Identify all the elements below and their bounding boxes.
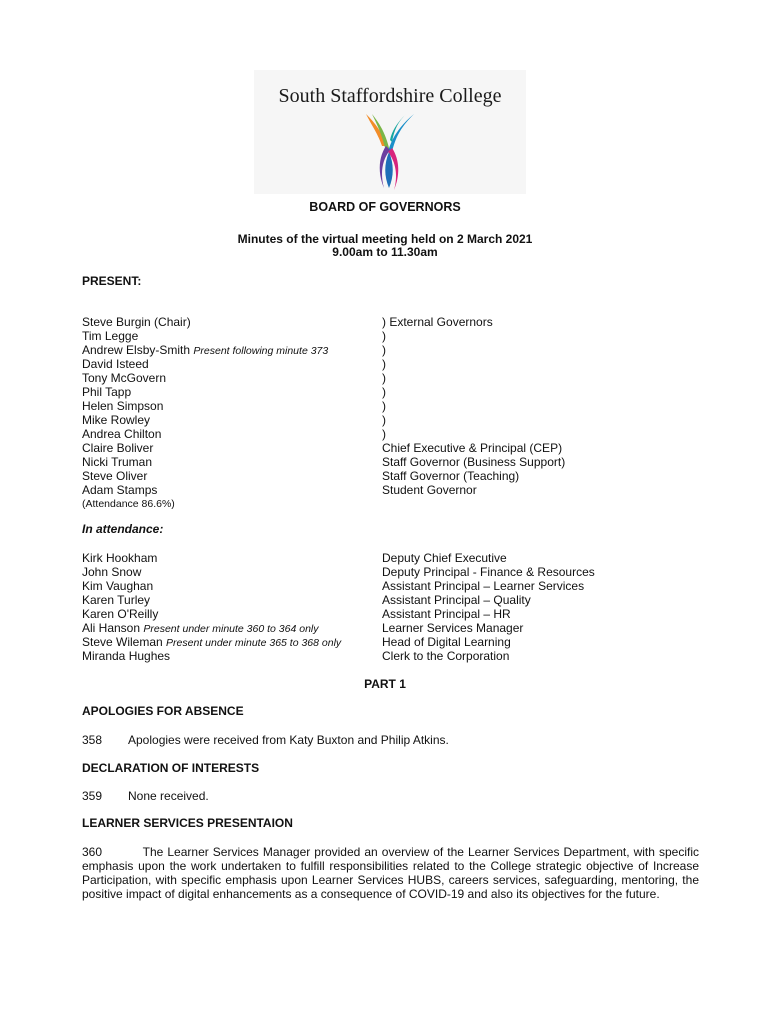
attendee-name: Kirk Hookham [82,551,158,565]
part-heading: PART 1 [364,677,406,691]
present-role: Student Governor [382,483,477,497]
present-name: Tony McGovern [82,371,167,385]
present-role: Chief Executive & Principal (CEP) [382,441,563,455]
attendance-row [82,649,702,663]
present-name: Steve Burgin (Chair) [82,315,191,329]
present-name: Claire Boliver [82,441,154,455]
present-note: Present following minute 373 [193,345,329,357]
section-heading-learner-services: LEARNER SERVICES PRESENTAION [82,816,293,830]
present-row [82,371,702,385]
present-role: Staff Governor (Business Support) [382,455,566,469]
present-role: ) [382,343,386,357]
attendee-note: Present under minute 360 to 364 only [143,623,319,635]
attendee-name: Steve Wileman [82,635,163,649]
minute-text: Apologies were received from Katy Buxton and Philip Atkins. [128,733,449,747]
present-name: David Isteed [82,357,149,371]
meeting-time-line: 9.00am to 11.30am [332,245,438,259]
minute-360 [82,845,699,901]
attendance-row [82,551,702,565]
present-row [82,455,702,469]
present-role: ) [382,357,386,371]
present-row [82,399,702,413]
minute-number: 360 [82,845,103,859]
present-row [82,469,702,483]
present-role: Staff Governor (Teaching) [382,469,520,483]
attendee-note: Present under minute 365 to 368 only [166,637,342,649]
section-heading-apologies: APOLOGIES FOR ABSENCE [82,704,244,718]
present-role: ) [382,371,386,385]
present-role: ) [382,413,386,427]
present-name: Adam Stamps [82,483,158,497]
present-name: Andrea Chilton [82,427,162,441]
present-row [82,315,702,329]
college-emblem-icon [362,112,418,192]
attendee-name: Karen Turley [82,593,151,607]
present-row [82,385,702,399]
attendance-row [82,593,702,607]
present-role: ) External Governors [382,315,493,329]
present-name: Steve Oliver [82,469,148,483]
present-role: ) [382,427,386,441]
present-role: ) [382,399,386,413]
present-row [82,413,702,427]
present-row [82,441,702,455]
minute-text: None received. [128,789,209,803]
attendee-name: Karen O'Reilly [82,607,159,621]
present-name: Tim Legge [82,329,139,343]
minute-number: 358 [82,733,103,747]
section-heading-declarations: DECLARATION OF INTERESTS [82,761,260,775]
present-row [82,343,702,357]
minute-text: The Learner Services Manager provided an overview of the Learner Services Department, with specific emphasis upon the work undertaken to fulfill responsibilities related to the College strategic objective of Increase Participation, with specific emphasis upon Learner Services HUBS, careers services, safeguarding, mentoring, the positive impact of digital enhancements as a consequence of COVID-19 and also its objectives for the future. [82,845,700,901]
attendee-name: John Snow [82,565,142,579]
attendee-role: Learner Services Manager [382,621,524,635]
minute-number: 359 [82,789,103,803]
attendee-role: Deputy Principal - Finance & Resources [382,565,595,579]
attendance-percentage: (Attendance 86.6%) [82,498,175,510]
attendee-name: Miranda Hughes [82,649,171,663]
attendee-role: Deputy Chief Executive [382,551,507,565]
attendee-role: Assistant Principal – HR [382,607,511,621]
present-name: Nicki Truman [82,455,153,469]
present-name: Mike Rowley [82,413,151,427]
college-logo-text: South Staffordshire College [278,85,502,107]
document-title: BOARD OF GOVERNORS [309,200,461,214]
attendance-row [82,579,702,593]
present-row [82,427,702,441]
attendee-name: Kim Vaughan [82,579,154,593]
present-row [82,483,702,497]
present-role: ) [382,329,386,343]
present-name: Helen Simpson [82,399,164,413]
present-heading: PRESENT: [82,274,142,288]
present-row [82,357,702,371]
attendance-row [82,635,702,649]
present-name: Phil Tapp [82,385,132,399]
present-name: Andrew Elsby-Smith [82,343,191,357]
meeting-date-line: Minutes of the virtual meeting held on 2 March 2021 [237,232,533,246]
attendance-row [82,621,702,635]
attendee-role: Head of Digital Learning [382,635,511,649]
attendee-role: Assistant Principal – Learner Services [382,579,585,593]
attendee-role: Assistant Principal – Quality [382,593,531,607]
attendance-row [82,565,702,579]
present-row [82,329,702,343]
attendance-row [82,607,702,621]
attendee-name: Ali Hanson [82,621,141,635]
in-attendance-heading: In attendance: [82,522,164,536]
present-role: ) [382,385,386,399]
college-logo [254,70,526,194]
attendee-role: Clerk to the Corporation [382,649,510,663]
